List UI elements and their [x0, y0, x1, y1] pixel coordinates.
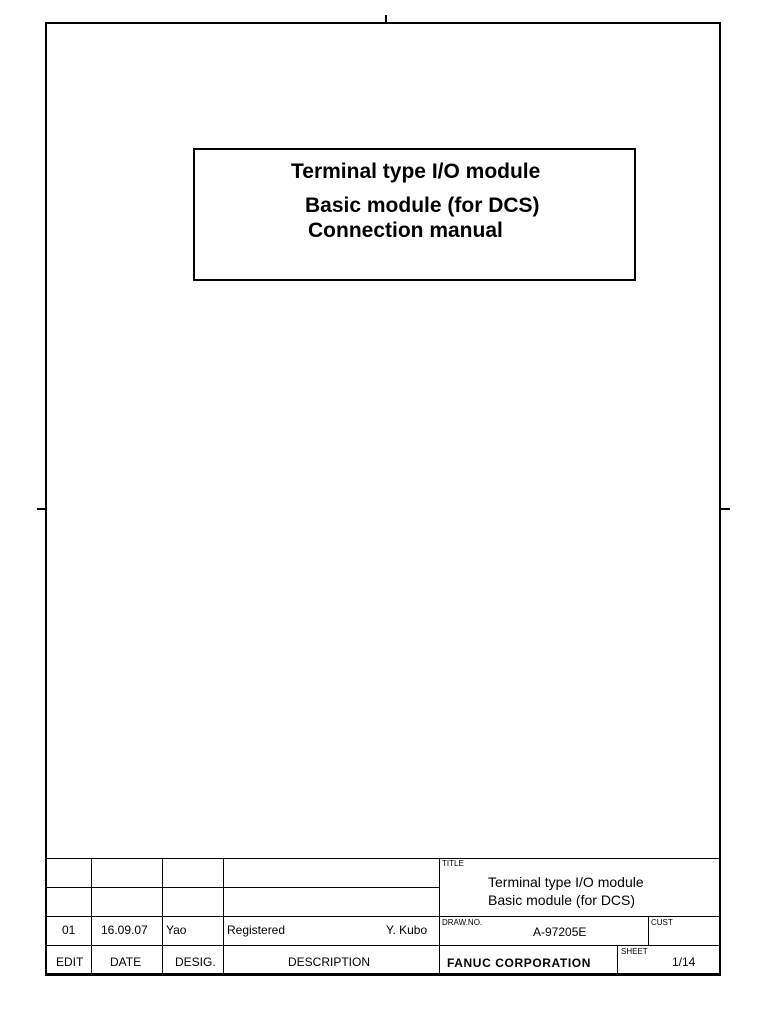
rev-edit: 01: [62, 923, 76, 937]
title-line-1: Terminal type I/O module: [291, 160, 541, 183]
rev-approver: Y. Kubo: [386, 923, 428, 937]
drawing-number: A-97205E: [533, 925, 587, 939]
sheet-number: 1/14: [672, 955, 696, 969]
drawno-label: DRAW.NO.: [442, 918, 483, 927]
cust-label: CUST: [651, 918, 673, 927]
document-title-box: [193, 148, 636, 281]
rev-desig: Yao: [166, 923, 187, 937]
header-desig: DESIG.: [175, 955, 216, 969]
top-center-tick: [385, 15, 387, 23]
left-center-tick: [37, 508, 46, 510]
header-edit: EDIT: [56, 955, 84, 969]
title-line-2: Basic module (for DCS): [305, 194, 540, 217]
header-date: DATE: [110, 955, 142, 969]
block-title-line-1: Terminal type I/O module: [488, 874, 644, 890]
company-name: FANUC CORPORATION: [447, 956, 591, 970]
right-center-tick: [721, 508, 730, 510]
title-line-3: Connection manual: [308, 219, 503, 242]
title-label: TITLE: [442, 859, 464, 868]
rev-description: Registered: [227, 923, 286, 937]
sheet-label: SHEET: [621, 947, 648, 956]
header-description: DESCRIPTION: [288, 955, 371, 969]
rev-date: 16.09.07: [101, 923, 148, 937]
block-title-line-2: Basic module (for DCS): [488, 892, 636, 908]
